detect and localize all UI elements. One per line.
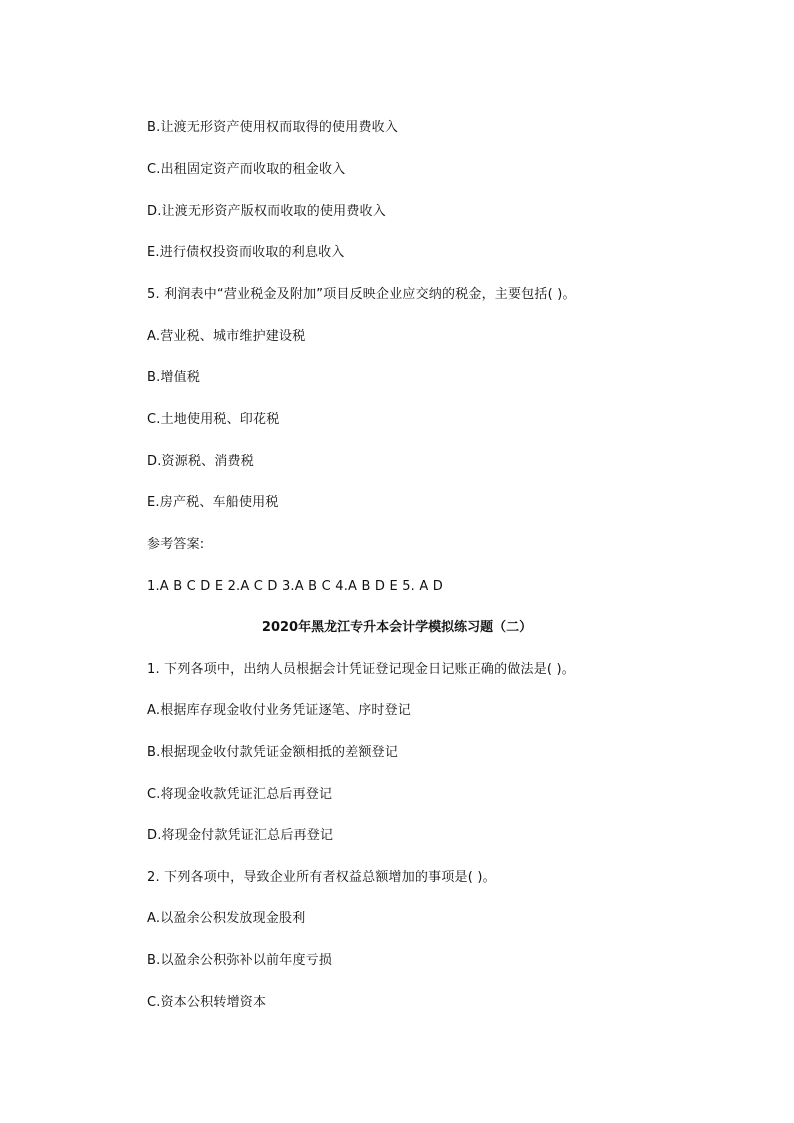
- question-5-option-b: B.增值税: [147, 370, 201, 385]
- section-title: 2020年黑龙江专升本会计学模拟练习题（二）: [261, 620, 533, 635]
- question-1-option-b: B.根据现金收付款凭证金额相抵的差额登记: [147, 745, 399, 760]
- question-1-line: 1. 下列各项中，出纳人员根据会计凭证登记现金日记账正确的做法是( )。: [147, 662, 576, 677]
- answers-heading: 参考答案:: [147, 537, 205, 552]
- answers-line: 1.A B C D E 2.A C D 3.A B C 4.A B D E 5. A D: [147, 579, 443, 594]
- question-5-option-a: A.营业税、城市维护建设税: [147, 329, 306, 344]
- question-1-option-a: A.根据库存现金收付业务凭证逐笔、序时登记: [147, 703, 411, 718]
- question-5-option-c: C.土地使用税、印花税: [147, 412, 280, 427]
- question-5-option-e: E.房产税、车船使用税: [147, 495, 279, 510]
- question-5-line: 5. 利润表中“营业税金及附加”项目反映企业应交纳的税金，主要包括( )。: [147, 287, 576, 302]
- option-d-line: D.让渡无形资产版权而收取的使用费收入: [147, 204, 386, 219]
- question-2-option-c: C.资本公积转增资本: [147, 995, 267, 1010]
- question-2-line: 2. 下列各项中，导致企业所有者权益总额增加的事项是( )。: [147, 870, 496, 885]
- option-b-line: B.让渡无形资产使用权而取得的使用费收入: [147, 120, 399, 135]
- question-1-option-d: D.将现金付款凭证汇总后再登记: [147, 828, 334, 843]
- question-2-option-a: A.以盈余公积发放现金股利: [147, 911, 306, 926]
- option-e-line: E.进行债权投资而收取的利息收入: [147, 245, 345, 260]
- question-1-option-c: C.将现金收款凭证汇总后再登记: [147, 787, 333, 802]
- option-c-line: C.出租固定资产而收取的租金收入: [147, 162, 346, 177]
- question-2-option-b: B.以盈余公积弥补以前年度亏损: [147, 953, 333, 968]
- question-5-option-d: D.资源税、消费税: [147, 454, 254, 469]
